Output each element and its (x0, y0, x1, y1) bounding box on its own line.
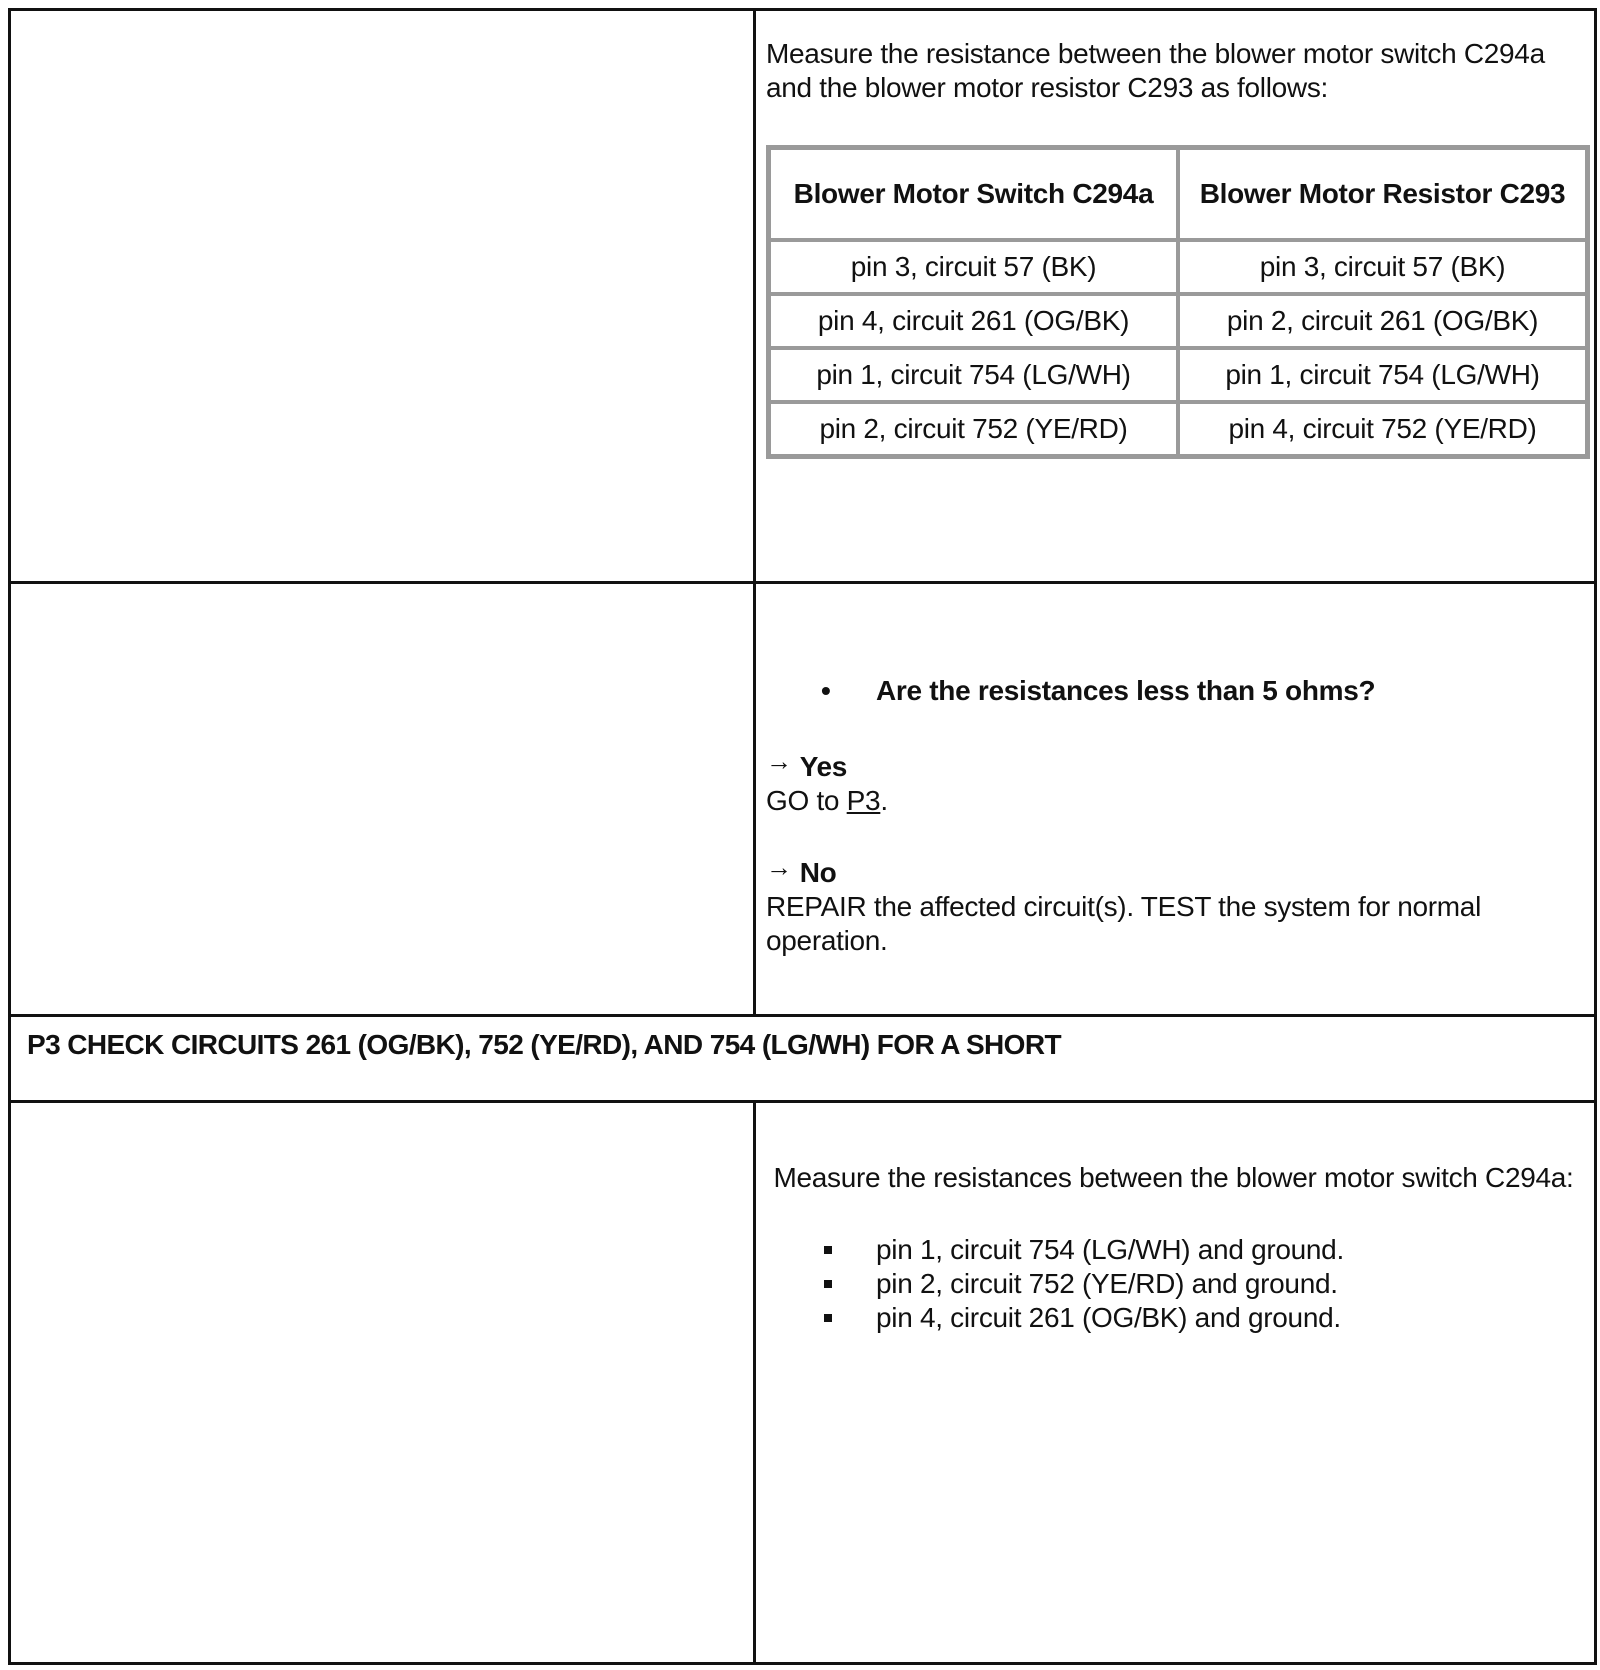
table-row (769, 294, 1587, 348)
step-p2-row (10, 10, 1596, 583)
table-row (769, 402, 1587, 456)
yes-choice (766, 746, 1578, 818)
table-cell: pin 4, circuit 752 (YE/RD) (1178, 402, 1587, 456)
list-item: pin 2, circuit 752 (YE/RD) and ground. (766, 1267, 1578, 1301)
no-label: No (799, 857, 837, 888)
image-placeholder-cell (10, 1102, 755, 1664)
image-placeholder-cell (10, 10, 755, 583)
step-p3-row (10, 1102, 1596, 1664)
table-cell: pin 1, circuit 754 (LG/WH) (1178, 348, 1587, 402)
step-p2-content (755, 10, 1596, 583)
square-bullet-icon (824, 1280, 832, 1288)
table-row (769, 240, 1587, 294)
list-item: pin 1, circuit 754 (LG/WH) and ground. (766, 1233, 1578, 1267)
column-header-resistor: Blower Motor Resistor C293 (1178, 148, 1587, 240)
pin-resistance-table (766, 145, 1590, 459)
list-item: pin 4, circuit 261 (OG/BK) and ground. (766, 1301, 1578, 1335)
square-bullet-icon (824, 1246, 832, 1254)
step-p3-content (755, 1102, 1596, 1664)
step-p3-title: P3 CHECK CIRCUITS 261 (OG/BK), 752 (YE/RD), AND 754 (LG/WH) FOR A SHORT (10, 1016, 1596, 1102)
step-p2-intro: Measure the resistance between the blower motor switch C294a and the blower motor resistor C293 as follows: (766, 38, 1545, 103)
question-text: Are the resistances less than 5 ohms? (876, 675, 1376, 706)
step-p3-list (766, 1233, 1578, 1335)
table-cell: pin 3, circuit 57 (BK) (1178, 240, 1587, 294)
pin-table-header-row (769, 148, 1587, 240)
table-cell: pin 2, circuit 752 (YE/RD) (769, 402, 1178, 456)
table-row (769, 348, 1587, 402)
no-action: REPAIR the affected circuit(s). TEST the system for normal operation. (766, 891, 1482, 956)
table-cell: pin 2, circuit 261 (OG/BK) (1178, 294, 1587, 348)
square-bullet-icon (824, 1314, 832, 1322)
table-cell: pin 3, circuit 57 (BK) (769, 240, 1178, 294)
question-bullet-item (766, 674, 1578, 708)
yes-label: Yes (799, 751, 848, 782)
document-page (8, 8, 1594, 1662)
step-p3-header-row (10, 1016, 1596, 1102)
no-choice (766, 852, 1578, 958)
step-p3-intro: Measure the resistances between the blower motor switch C294a: (773, 1162, 1574, 1193)
table-cell: pin 4, circuit 261 (OG/BK) (769, 294, 1178, 348)
column-header-switch: Blower Motor Switch C294a (769, 148, 1178, 240)
yes-action: GO to P3. (766, 785, 888, 816)
question-row (10, 583, 1596, 1016)
image-placeholder-cell (10, 583, 755, 1016)
procedure-table (8, 8, 1597, 1665)
right-arrow-icon: → (766, 852, 792, 882)
question-content (755, 583, 1596, 1016)
bullet-icon: • (821, 675, 831, 706)
go-to-p3-link[interactable]: P3 (846, 785, 881, 816)
table-cell: pin 1, circuit 754 (LG/WH) (769, 348, 1178, 402)
right-arrow-icon: → (766, 746, 792, 776)
